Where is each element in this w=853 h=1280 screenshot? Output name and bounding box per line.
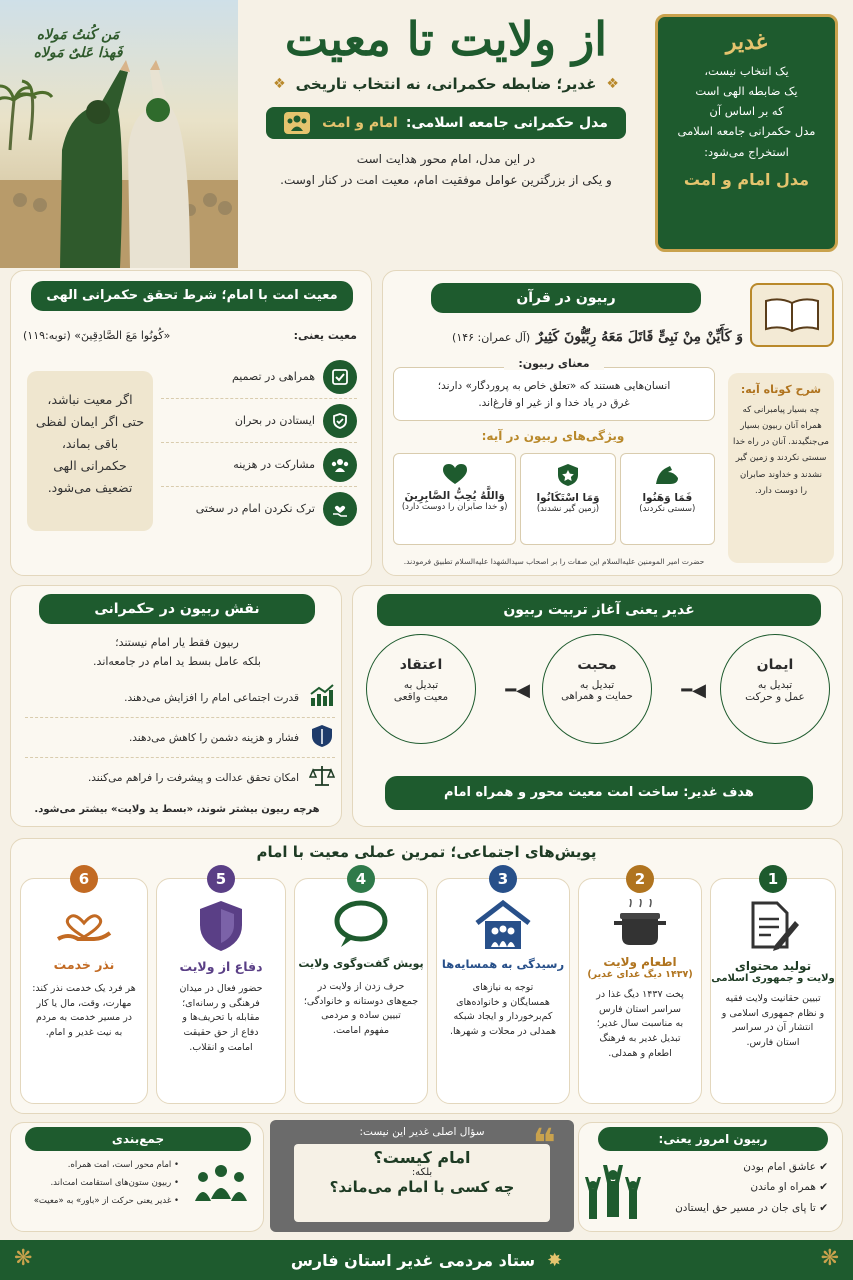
ghadir-highlight: مدل امام و امت xyxy=(683,169,810,189)
feature-desc: (سستی نکردند) xyxy=(639,504,696,514)
step-title: ایمان xyxy=(756,657,794,673)
campaign-card-6 xyxy=(20,870,148,1104)
campaign-card-5 xyxy=(156,870,286,1104)
model-pill xyxy=(266,107,626,139)
meaning-box xyxy=(393,357,715,421)
campaign-text: در مسیر خدمت به مردم xyxy=(35,1012,133,1024)
question-label: سؤال اصلی غدیر این نیست: xyxy=(359,1126,485,1138)
intro-line-1: در این مدل، امام محور هدایت است xyxy=(356,152,536,167)
group-icon xyxy=(323,448,357,482)
ghadir-line-5: استخراج می‌شود: xyxy=(704,144,789,159)
arrow-icon: ◀━ xyxy=(681,680,706,701)
maiyat-note xyxy=(27,371,153,531)
cooking-pot-icon xyxy=(610,899,670,951)
role-item xyxy=(25,678,335,718)
step-line: معیت واقعی xyxy=(393,691,449,703)
summary-item: • ربیون ستون‌های استقامت امت‌اند. xyxy=(50,1177,179,1188)
campaign-title: دفاع از ولایت xyxy=(179,959,263,974)
summary-item-label: امام محور است، امت همراه. xyxy=(67,1160,172,1170)
question-box xyxy=(270,1120,574,1232)
campaign-text: امامت و انقلاب. xyxy=(189,1041,253,1053)
people-icon xyxy=(284,112,310,134)
meaning-line-2: غرق در یاد خدا و از غیر او فارغ‌اند. xyxy=(478,396,630,409)
campaign-text: تبیین حقانیت ولایت فقیه xyxy=(725,993,821,1004)
ornament-icon: ❖ xyxy=(606,76,619,93)
campaign-text: و نظام جمهوری اسلامی و xyxy=(721,1007,825,1019)
today-item xyxy=(658,1177,828,1197)
role-heading: نقش ربیون در حکمرانی xyxy=(39,594,315,624)
ghadir-title: غدیر xyxy=(725,29,768,55)
maiyat-item-label: ایستادن در بحران xyxy=(234,413,315,427)
feature-desc: (و خدا صابران را دوست دارد) xyxy=(401,502,508,512)
summary-card xyxy=(10,1122,264,1232)
campaign-number: 4 xyxy=(347,865,375,893)
campaign-text: مهارت، وقت، مال یا کار xyxy=(36,997,132,1009)
step-line: تبدیل به xyxy=(757,679,793,691)
today-item-label: عاشق امام بودن xyxy=(743,1161,816,1173)
campaign-text: مقابله با تحریف‌ها و xyxy=(182,1012,260,1024)
explanation-title: شرح کوتاه آیه: xyxy=(740,383,822,396)
feature-title: وَاللَّهُ یُحِبُّ الصَّابِرِینَ xyxy=(404,490,505,502)
campaign-number: 3 xyxy=(489,865,517,893)
campaign-text: جمع‌های دوستانه و خانوادگی؛ xyxy=(303,995,419,1007)
ribbiyun-verse-ref: (آل عمران: ۱۴۶) xyxy=(452,331,531,344)
page-subtitle: غدیر؛ ضابطه حکمرانی، نه انتخاب تاریخی xyxy=(295,75,597,94)
campaign-text: استان فارس. xyxy=(746,1037,800,1049)
page-title: از ولایت تا معیت xyxy=(284,12,608,66)
feature-item xyxy=(393,453,516,545)
hand-heart-icon xyxy=(323,492,357,526)
maiyat-item-label: مشارکت در هزینه xyxy=(233,457,315,471)
ghadir-line-4: مدل حکمرانی جامعه اسلامی xyxy=(677,124,816,139)
role-card xyxy=(10,585,342,827)
ghadir-line-2: یک ضابطه الهی است xyxy=(695,84,798,99)
feature-desc: (زمین گیر نشدند) xyxy=(536,504,600,514)
ribbiyun-heading: ربیون در قرآن xyxy=(431,283,701,313)
shield-icon xyxy=(323,404,357,438)
maiyat-means-label: معیت یعنی: xyxy=(293,329,357,342)
feature-item xyxy=(520,453,615,545)
today-card xyxy=(578,1122,843,1232)
speech-bubble-icon xyxy=(333,899,389,953)
group-icon xyxy=(193,1161,249,1209)
campaign-text: تبدیل غدیر به فرهنگ xyxy=(599,1033,681,1045)
check-icon: ✔ xyxy=(815,1201,828,1214)
explanation-line: سستی نکردند و زمین گیر xyxy=(735,453,827,464)
check-icon: ✔ xyxy=(815,1181,828,1194)
campaign-text: همدلی در محلات و شهرها. xyxy=(449,1026,557,1038)
role-item-label: امکان تحقق عدالت و پیشرفت را فراهم می‌کنند. xyxy=(87,772,299,784)
model-label: مدل حکمرانی جامعه اسلامی: xyxy=(405,115,608,132)
book-icon xyxy=(750,283,834,347)
scales-icon xyxy=(309,763,335,793)
footer-org: ستاد مردمی غدیر استان فارس xyxy=(290,1250,536,1270)
campaign-text: دفاع از حق حقیقت xyxy=(183,1027,259,1039)
ghadir-line-3: که بر اساس آن xyxy=(709,104,784,119)
campaign-text: اطعام و همدلی. xyxy=(608,1047,672,1059)
campaign-text: تبیین ساده و مردمی xyxy=(321,1010,401,1022)
campaign-text: توجه به نیازهای xyxy=(472,982,534,993)
chart-up-icon xyxy=(309,684,335,712)
campaign-text: همسایگان و خانواده‌های xyxy=(456,996,550,1008)
step-line: تبدیل به xyxy=(403,679,439,691)
today-item xyxy=(658,1198,828,1218)
arrow-icon: ◀━ xyxy=(505,680,530,701)
step-line: حمایت و همراهی xyxy=(561,691,633,702)
training-card xyxy=(352,585,843,827)
campaign-subtitle: ولایت و جمهوری اسلامی xyxy=(711,973,835,984)
image-caption-2: فَهذا عَلیٌ مَولاه xyxy=(33,45,123,62)
heart-hand-icon xyxy=(54,899,114,953)
step-iman xyxy=(720,634,830,744)
ornament-icon: ❋ xyxy=(14,1246,33,1271)
maiyat-heading: معیت امت با امام؛ شرط تحقق حکمرانی الهی xyxy=(31,281,353,311)
summary-item: • امام محور است، امت همراه. xyxy=(67,1160,179,1170)
role-item xyxy=(25,718,335,758)
star-shield-icon xyxy=(555,462,581,492)
campaign-card-3 xyxy=(436,870,570,1104)
ghadir-box xyxy=(655,14,838,252)
maiyat-item-label: ترک نکردن امام در سختی xyxy=(195,502,315,516)
heart-icon xyxy=(441,462,469,490)
raised-hands-icon xyxy=(583,1159,643,1229)
quote-icon: ❝ xyxy=(532,1121,556,1167)
step-line: تبدیل به xyxy=(579,679,615,691)
summary-heading: جمع‌بندی xyxy=(25,1127,251,1151)
campaign-title: رسیدگی به همسایه‌ها xyxy=(441,957,565,971)
verse-explanation xyxy=(728,373,834,563)
feature-item xyxy=(620,453,715,545)
check-icon: ✔ xyxy=(815,1161,828,1173)
ribbiyun-card xyxy=(382,270,843,576)
explanation-line: می‌جنگیدند. آنان در راه خدا xyxy=(733,437,829,448)
model-value: امام و امت xyxy=(322,115,398,132)
campaign-card-4 xyxy=(294,870,428,1104)
ornament-icon: ❋ xyxy=(820,1246,839,1271)
check-icon xyxy=(323,360,357,394)
maiyat-verse: «کُونُوا مَعَ الصَّادِقِینَ» (توبه:۱۱۹) xyxy=(23,329,171,342)
step-etghad xyxy=(366,634,476,744)
campaign-number: 1 xyxy=(759,865,787,893)
question-real: چه کسی با امام می‌ماند؟ xyxy=(329,1178,515,1196)
campaign-card-2 xyxy=(578,870,702,1104)
campaign-text: هر فرد یک خدمت نذر کند: xyxy=(32,983,136,994)
campaign-card-1 xyxy=(710,870,836,1104)
summary-item-label: ربیون ستون‌های استقامت امت‌اند. xyxy=(50,1177,172,1188)
training-heading: غدیر یعنی آغاز تربیت ربیون xyxy=(377,594,821,626)
campaign-title: تولید محتوای xyxy=(734,959,812,973)
training-goal: هدف غدیر: ساخت امت معیت محور و همراه امام xyxy=(385,776,813,810)
today-item-label: همراه او ماندن xyxy=(750,1181,816,1194)
role-footer: هرچه ربیون بیشتر شوند، «بسط ید ولایت» بیشتر می‌شود. xyxy=(34,804,320,815)
meaning-line-1: انسان‌هایی هستند که «تعلق خاص به پروردگار» دارند؛ xyxy=(437,380,671,392)
campaign-number: 5 xyxy=(207,865,235,893)
campaign-title: اطعام ولایت xyxy=(603,955,677,969)
step-mohabbat xyxy=(542,634,652,744)
campaign-text: حرف زدن از ولایت در xyxy=(317,981,405,992)
step-title: محبت xyxy=(577,657,617,673)
house-people-icon xyxy=(473,899,533,955)
shield-icon xyxy=(196,899,246,957)
image-caption-1: مَن کُنتُ مَولاه xyxy=(36,27,120,43)
campaign-text: فرهنگی و رسانه‌ای؛ xyxy=(182,997,260,1009)
today-item-label: تا پای جان در مسیر حق ایستادن xyxy=(675,1201,816,1214)
summary-item-label: غدیر یعنی حرکت از «باور» به «معیت» xyxy=(33,1195,172,1206)
explanation-line: همراه آنان ربیون بسیار xyxy=(740,421,822,432)
explanation-line: چه بسیار پیامبرانی که xyxy=(742,405,820,415)
campaigns-heading: پویش‌های اجتماعی؛ تمرین عملی معیت با امام xyxy=(217,843,637,861)
role-item xyxy=(25,758,335,798)
maiyat-item-label: همراهی در تصمیم xyxy=(231,369,315,383)
campaign-text: سراسر استان فارس xyxy=(598,1003,682,1015)
arm-icon xyxy=(652,462,682,492)
campaign-text: انتشار آن در سراسر xyxy=(732,1022,814,1034)
role-item-label: فشار و هزینه دشمن را کاهش می‌دهند. xyxy=(128,731,299,744)
role-intro-2: بلکه عامل بسط ید امام در جامعه‌اند. xyxy=(93,654,261,668)
feature-title: وَمَا اسْتَکَانُوا xyxy=(536,492,600,504)
footer-bar xyxy=(0,1240,853,1280)
ribbiyun-verse: وَ کَأَیِّنْ مِنْ نَبِیٍّ قَاتَلَ مَعَهُ رِبِّیُّونَ کَثِیرٌ xyxy=(536,329,743,345)
emblem-icon: ✸ xyxy=(547,1249,563,1271)
shield-icon xyxy=(309,723,335,753)
campaign-text: کم‌برخوردار و ایجاد شبکه xyxy=(453,1011,553,1023)
maiyat-item xyxy=(161,487,357,531)
maiyat-note-3: باقی بماند، xyxy=(61,435,119,451)
summary-item: • غدیر یعنی حرکت از «باور» به «معیت» xyxy=(33,1195,179,1206)
hero-image xyxy=(0,0,238,268)
campaign-number: 6 xyxy=(70,865,98,893)
today-item xyxy=(658,1157,828,1177)
maiyat-note-2: حتی اگر ایمان لفظی xyxy=(35,413,145,429)
ribbiyun-footnote: حضرت امیر المومنین علیه‌السلام این صفات را بر اصحاب سیدالشهدا علیه‌السلام تطبیق فرمودند. xyxy=(403,557,705,566)
campaign-text: پخت ۱۴۳۷ دیگ غذا در xyxy=(596,989,684,1000)
document-pen-icon xyxy=(745,899,801,955)
campaign-title: نذر خدمت xyxy=(53,957,115,972)
feature-title: فَمَا وَهَنُوا xyxy=(642,492,693,504)
maiyat-note-1: اگر معیت نباشد، xyxy=(47,392,133,407)
today-heading: ربیون امروز یعنی: xyxy=(598,1127,828,1151)
question-main: امام کیست؟ xyxy=(373,1148,471,1167)
maiyat-card xyxy=(10,270,372,576)
role-intro-1: ربیون فقط یار امام نیستند؛ xyxy=(115,636,239,649)
features-label: ویژگی‌های ربیون در آیه: xyxy=(481,429,625,443)
campaign-text: به نیت غدیر و امام. xyxy=(45,1027,123,1039)
maiyat-item xyxy=(161,399,357,443)
step-line: عمل و حرکت xyxy=(745,691,805,703)
campaign-text: مفهوم امامت. xyxy=(332,1025,390,1037)
campaign-text: حضور فعال در میدان xyxy=(179,983,263,994)
campaign-text: به مناسبت سال غدیر؛ xyxy=(596,1018,684,1030)
meaning-label: معنای ربیون: xyxy=(504,357,604,370)
maiyat-note-4: حکمرانی الهی xyxy=(53,457,127,473)
ornament-icon: ❖ xyxy=(273,76,286,93)
intro-line-2: و یکی از بزرگترین عوامل موفقیت امام، معیت امت در کنار اوست. xyxy=(280,173,612,188)
maiyat-item xyxy=(161,355,357,399)
explanation-line: را دوست دارد. xyxy=(755,485,807,496)
campaign-number: 2 xyxy=(626,865,654,893)
maiyat-item xyxy=(161,443,357,487)
campaign-title: پویش گفت‌وگوی ولایت xyxy=(298,957,424,970)
question-but: بلکه: xyxy=(411,1167,433,1178)
ghadir-line-1: یک انتخاب نیست، xyxy=(704,64,789,78)
step-title: اعتقاد xyxy=(399,657,443,673)
role-item-label: قدرت اجتماعی امام را افزایش می‌دهند. xyxy=(124,691,299,704)
campaign-subtitle: (۱۴۳۷ دیگ غدای غدیر) xyxy=(587,969,693,980)
maiyat-note-5: تضعیف می‌شود. xyxy=(47,479,133,495)
explanation-line: نشدند و خداوند صابران xyxy=(740,469,822,480)
